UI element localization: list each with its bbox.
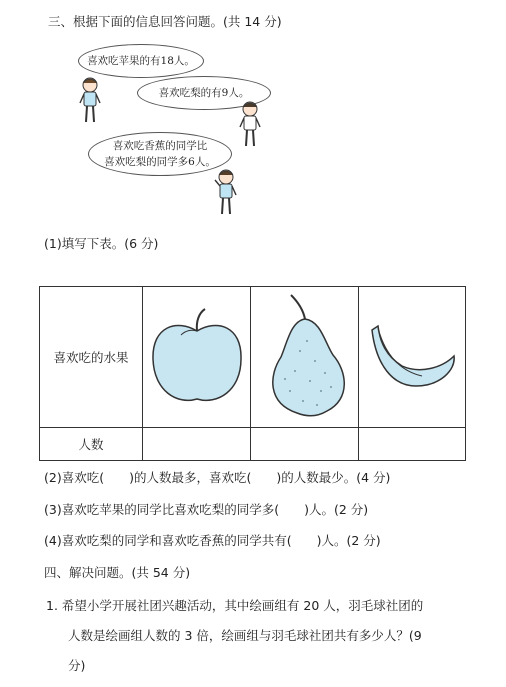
child-figure-icon [78, 76, 102, 126]
section-4-title: 四、解决问题。(共 54 分) [44, 565, 191, 580]
fruit-table [39, 286, 466, 461]
section-3-title: 三、根据下面的信息回答问题。(共 14 分) [48, 14, 282, 29]
row-label-count-cell [40, 428, 143, 461]
problem-1-line-2: 人数是绘画组人数的 3 倍，绘画组与羽毛球社团共有多少人？(9 [68, 628, 422, 643]
problem-1-line-3: 分) [68, 658, 86, 673]
question-3: (3)喜欢吃苹果的同学比喜欢吃梨的同学多( )人。(2 分) [44, 502, 369, 517]
question-2: (2)喜欢吃( )的人数最多，喜欢吃( )的人数最少。(4 分) [44, 470, 391, 485]
speech-bubble-banana [88, 132, 232, 176]
child-figure-icon [238, 100, 262, 150]
answer-cell-banana[interactable] [359, 428, 466, 461]
bubble-text: 喜欢吃苹果的有18人。 [87, 55, 195, 67]
pear-icon [255, 291, 355, 421]
pear-cell [251, 287, 359, 428]
table-row [40, 287, 466, 428]
answer-cell-apple[interactable] [143, 428, 251, 461]
apple-cell [143, 287, 251, 428]
row-label-fruit: 喜欢吃的水果 [53, 350, 129, 365]
child-figure-icon [214, 168, 238, 218]
bubble-text: 喜欢吃梨的有9人。 [158, 87, 250, 99]
question-4: (4)喜欢吃梨的同学和喜欢吃香蕉的同学共有( )人。(2 分) [44, 533, 381, 548]
answer-cell-pear[interactable] [251, 428, 359, 461]
problem-1-line-1: 1. 希望小学开展社团兴趣活动，其中绘画组有 20 人，羽毛球社团的 [46, 598, 424, 613]
table-header-cell [40, 287, 143, 428]
banana-icon [362, 316, 462, 396]
bubble-text: 喜欢吃香蕉的同学比 [112, 140, 208, 152]
bubble-text: 喜欢吃梨的同学多6人。 [104, 156, 216, 168]
speech-bubble-apple [78, 44, 204, 78]
apple-icon [147, 301, 247, 411]
banana-cell [359, 287, 466, 428]
table-row [40, 428, 466, 461]
row-label-count: 人数 [78, 437, 104, 452]
question-1: (1)填写下表。(6 分) [44, 236, 159, 251]
